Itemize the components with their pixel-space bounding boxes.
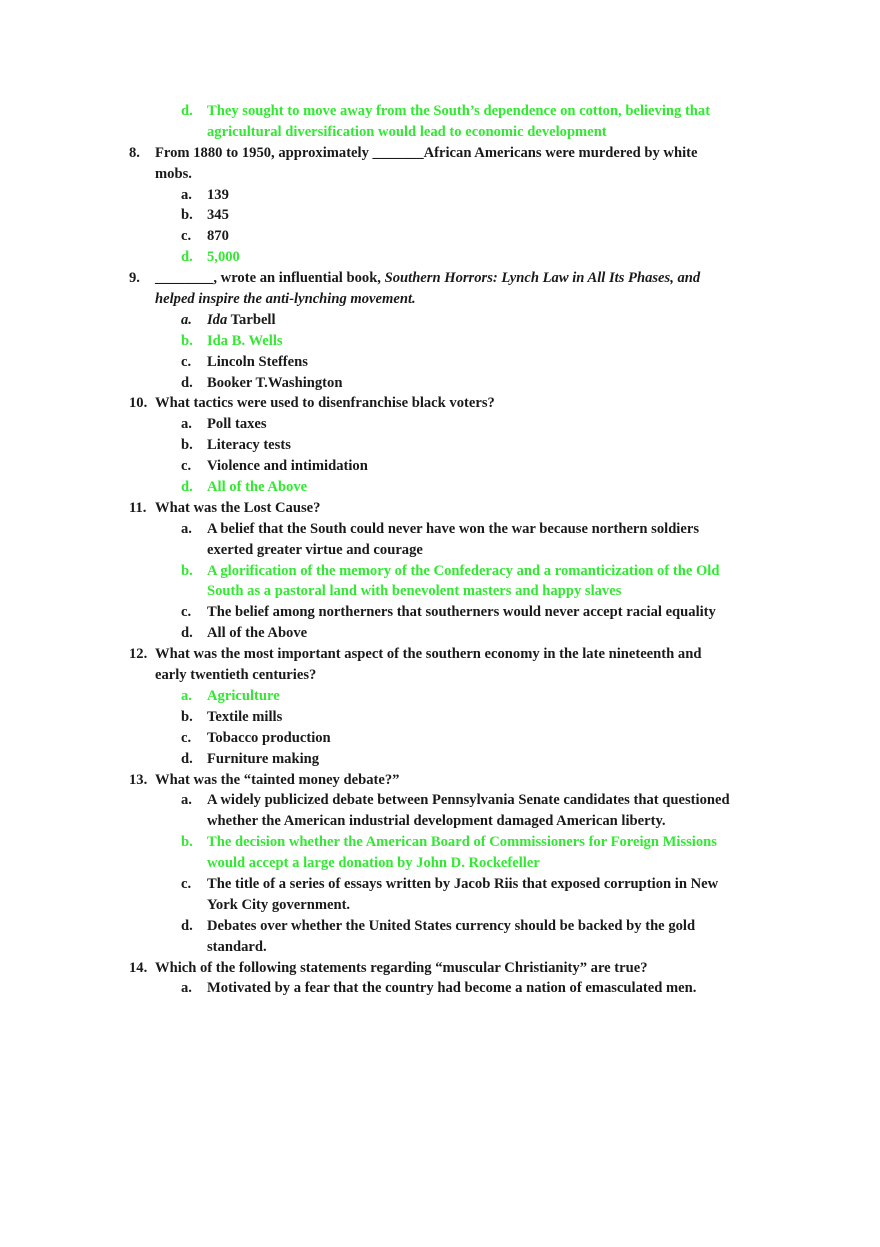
option-text: Literacy tests [207,437,291,454]
option-text: agricultural diversification would lead to economic development [207,123,607,140]
option-text: Agriculture [207,687,280,704]
q13-question [0,770,880,791]
option-text: standard. [207,938,267,955]
option-text: Violence and intimidation [207,458,368,475]
option-text: They sought to move away from the South’s dependence on cotton, believing that [207,103,711,119]
option-text: exerted greater virtue and courage [207,541,423,558]
q13-option-d [0,916,880,937]
option-letter: a. [181,792,192,809]
q8-question-continued [0,164,880,185]
option-text: South as a pastoral land with benevolent masters and happy slaves [207,583,622,600]
option-letter: d. [181,625,193,642]
q11-option-a-continued [0,540,880,561]
question-text: early twentieth centuries? [155,667,317,684]
q14-question [0,958,880,979]
option-text-italic: Ida [207,311,228,328]
q13-option-a [0,790,880,811]
q8-option-c [0,226,880,247]
q12-question [0,644,880,665]
q9-question-continued [0,289,880,310]
option-letter: d. [181,374,193,391]
option-text: Ida B. Wells [207,332,283,349]
q8-option-d [0,247,880,268]
q12-option-d [0,749,880,770]
question-number: 9. [129,270,140,287]
q8-option-b [0,205,880,226]
q13-option-b [0,832,880,853]
q10-option-d [0,477,880,498]
q9-option-d [0,373,880,394]
quiz-content [0,101,880,999]
q9-option-a [0,310,880,331]
q13-option-b-continued [0,853,880,874]
option-text: Furniture making [207,750,320,767]
question-text: helped inspire the anti-lynching movement. [155,291,416,308]
option-text: 870 [207,228,229,245]
option-letter: c. [181,228,192,245]
q8-question [0,143,880,164]
q10-option-a [0,414,880,435]
q9-option-c [0,352,880,373]
option-text: All of the Above [207,479,308,496]
option-letter: a. [181,520,192,537]
option-letter: b. [181,708,193,725]
question-number: 12. [129,646,148,663]
option-letter: b. [181,207,193,224]
option-letter: d. [181,479,193,496]
option-text: York City government. [207,896,351,913]
q11-question [0,498,880,519]
question-text: From 1880 to 1950, approximately _______African Americans were murdered by white [155,144,698,161]
option-letter: c. [181,604,192,621]
question-number: 13. [129,771,148,788]
option-text: Poll taxes [207,416,267,433]
q11-option-d [0,623,880,644]
option-text: 5,000 [207,249,240,266]
option-text: 139 [207,186,229,203]
q8-option-a [0,185,880,206]
option-text: Tobacco production [207,729,331,746]
question-text: What tactics were used to disenfranchise black voters? [155,395,495,412]
q9-option-b [0,331,880,352]
option-text: whether the American industrial development damaged American liberty. [207,813,666,830]
option-letter: a. [181,311,192,328]
option-text: Textile mills [207,708,283,725]
question-text: What was the most important aspect of the southern economy in the late nineteenth and [155,646,702,663]
q13-option-d-continued [0,937,880,958]
q12-option-b [0,707,880,728]
q11-option-c [0,602,880,623]
q13-option-a-continued [0,811,880,832]
option-letter: a. [181,980,192,997]
q10-option-c [0,456,880,477]
option-text: A glorification of the memory of the Confederacy and a romanticization of the Old [207,562,720,579]
q14-option-a [0,978,880,999]
option-letter: c. [181,875,192,892]
option-text-rest: Tarbell [227,311,276,328]
option-letter: c. [181,458,192,475]
q7-option-d [0,101,880,122]
question-text-part: ________, wrote an influential book, [155,270,385,287]
option-text: Booker T.Washington [207,374,343,391]
option-letter: b. [181,332,193,349]
option-letter: d. [181,249,193,266]
question-number: 8. [129,144,140,161]
option-text: 345 [207,207,229,224]
option-letter: b. [181,437,193,454]
option-letter: d. [181,917,193,934]
option-text: The title of a series of essays written by Jacob Riis that exposed corruption in New [207,875,719,892]
question-number: 14. [129,959,148,976]
option-letter: d. [181,750,193,767]
option-letter: b. [181,562,193,579]
question-text: What was the “tainted money debate?” [155,771,400,788]
question-text: mobs. [155,165,192,182]
option-text: would accept a large donation by John D. Rockefeller [207,855,540,872]
option-letter: d. [181,103,193,119]
q13-option-c-continued [0,895,880,916]
q7-option-d-continued [0,122,880,143]
option-letter: c. [181,353,192,370]
option-letter: a. [181,687,192,704]
option-letter: a. [181,416,192,433]
option-letter: c. [181,729,192,746]
q11-option-b-continued [0,581,880,602]
option-text: A widely publicized debate between Pennsylvania Senate candidates that questioned [207,792,730,809]
question-number: 10. [129,395,148,412]
q9-question [0,268,880,289]
option-letter: b. [181,834,193,851]
q11-option-a [0,519,880,540]
option-text [207,310,276,331]
q12-question-continued [0,665,880,686]
question-text: What was the Lost Cause? [155,499,321,516]
q10-question [0,393,880,414]
option-text: Lincoln Steffens [207,353,308,370]
question-number: 11. [129,499,147,516]
q10-option-b [0,435,880,456]
option-text: A belief that the South could never have won the war because northern soldiers [207,520,699,537]
q11-option-b [0,561,880,582]
q12-option-a [0,686,880,707]
question-text [155,268,700,289]
q12-option-c [0,728,880,749]
q13-option-c [0,874,880,895]
option-text: The decision whether the American Board of Commissioners for Foreign Missions [207,834,717,851]
option-text: The belief among northerners that southerners would never accept racial equality [207,604,716,621]
option-letter: a. [181,186,192,203]
option-text: Debates over whether the United States currency should be backed by the gold [207,917,696,934]
book-title: Southern Horrors: Lynch Law in All Its Phases, and [384,270,701,287]
option-text: All of the Above [207,625,308,642]
question-text: Which of the following statements regarding “muscular Christianity” are true? [155,959,648,976]
option-text: Motivated by a fear that the country had become a nation of emasculated men. [207,980,697,997]
